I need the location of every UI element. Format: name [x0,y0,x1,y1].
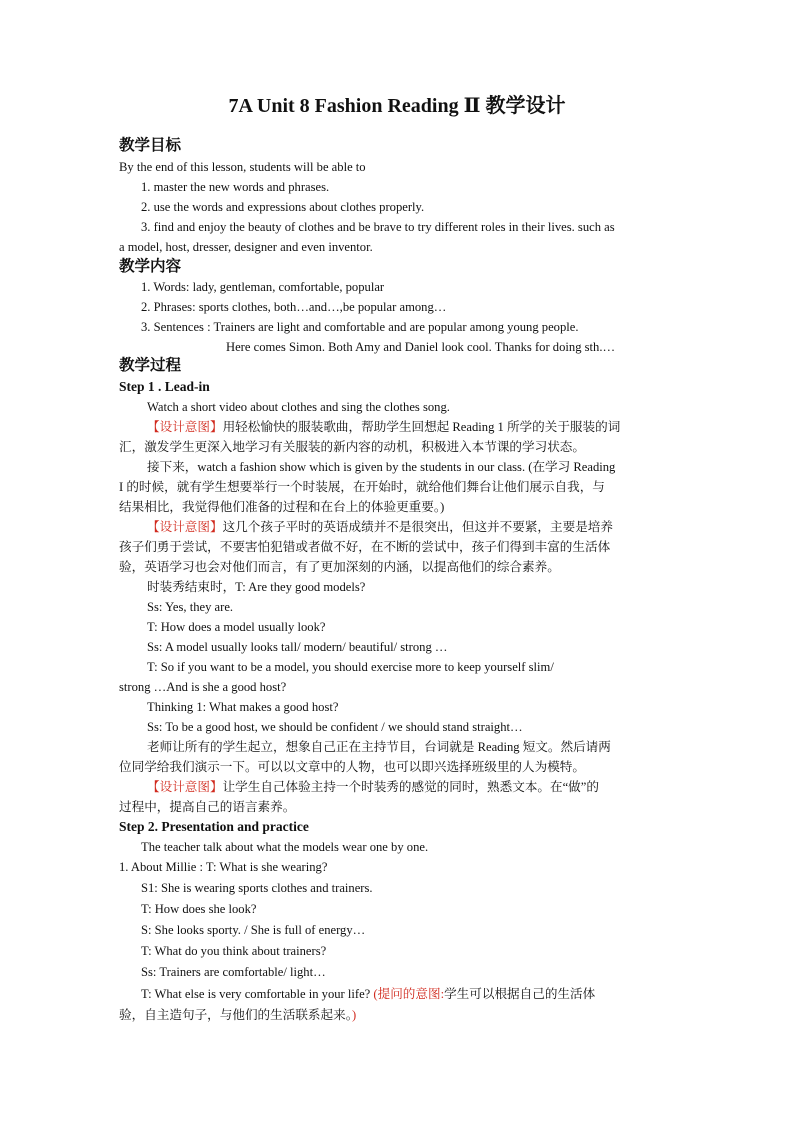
step1-intent1: 【设计意图】用轻松愉快的服装歌曲，帮助学生回想起 Reading 1 所学的关于服装的词 [147,420,621,434]
intent-tag: 【设计意图】 [147,420,223,434]
step1-next: 接下来，watch a fashion show which is given by the students in our class. (在学习 Reading [147,460,616,474]
step2-intro: The teacher talk about what the models wear one by one. [141,840,429,854]
dialogue-line-6: Thinking 1: What makes a good host? [147,700,339,714]
dialogue-line-4: Ss: A model usually looks tall/ modern/ beautiful/ strong … [147,640,448,654]
intent-tag: 【设计意图】 [147,520,223,534]
objective-item-2: 2. use the words and expressions about clothes properly. [141,200,425,214]
step1-intent3-cont: 过程中，提高自己的语言素养。 [119,800,296,814]
step1-intent2-cont2: 验，英语学习也会对他们而言，有了更加深刻的内涵，以提高他们的综合素养。 [119,560,560,574]
step1-intent1-cont: 汇，激发学生更深入地学习有关服装的新内容的动机，积极进入本节课的学习状态。 [119,440,585,454]
step1-intent3: 【设计意图】让学生自己体验主持一个时装秀的感觉的同时，熟悉文本。在“做”的 [147,780,599,794]
step1-intent2-cont1: 孩子们勇于尝试，不要害怕犯错或者做不好，在不断的尝试中，孩子们得到丰富的生活体 [119,540,611,554]
objectives-heading: 教学目标 [119,137,182,154]
step2-line-3: T: How does she look? [141,902,257,916]
step2-line-7: T: What else is very comfortable in your life? (提问的意图:学生可以根据自己的生活体 [141,987,596,1001]
step2-line-7-cont: 验，自主造句子，与他们的生活联系起来。) [119,1008,357,1022]
content-words: 1. Words: lady, gentleman, comfortable, popular [141,280,385,294]
intent-tag: 【设计意图】 [147,780,223,794]
page-title: 7A Unit 8 Fashion Reading Ⅱ 教学设计 [228,95,566,117]
objective-item-3-cont: a model, host, dresser, designer and even inventor. [119,240,373,254]
step1-activity: 老师让所有的学生起立，想象自己正在主持节目，台词就是 Reading 短文。然后请两 [147,740,611,754]
step1-next-cont1: I 的时候，就有学生想要举行一个时装展，在开始时，就给他们舞台让他们展示自我，与 [119,480,605,494]
step2-line-5: T: What do you think about trainers? [141,944,327,958]
step2-line-4: S: She looks sporty. / She is full of energy… [141,923,366,937]
content-sentences-cont: Here comes Simon. Both Amy and Daniel look cool. Thanks for doing sth.… [226,340,616,354]
dialogue-line-5-cont: strong …And is she a good host? [119,680,287,694]
dialogue-line-7: Ss: To be a good host, we should be confident / we should stand straight… [147,720,523,734]
step1-title: Step 1 . Lead-in [119,379,210,394]
content-sentences: 3. Sentences : Trainers are light and comfortable and are popular among young people. [141,320,579,334]
objective-item-3: 3. find and enjoy the beauty of clothes and be brave to try different roles in their lives. such as [141,220,615,234]
objectives-intro: By the end of this lesson, students will be able to [119,160,366,174]
content-phrases: 2. Phrases: sports clothes, both…and…,be popular among… [141,300,447,314]
step1-activity-cont: 位同学给我们演示一下。可以以文章中的人物，也可以即兴选择班级里的人为模特。 [119,760,585,774]
content-heading: 教学内容 [119,258,182,275]
process-heading: 教学过程 [119,357,182,374]
dialogue-line-2: Ss: Yes, they are. [147,600,234,614]
step2-line-1: 1. About Millie : T: What is she wearing? [119,860,328,874]
step2-line-2: S1: She is wearing sports clothes and trainers. [141,881,373,895]
dialogue-line-3: T: How does a model usually look? [147,620,326,634]
step2-title: Step 2. Presentation and practice [119,819,309,834]
step1-video: Watch a short video about clothes and sing the clothes song. [147,400,450,414]
dialogue-line-1: 时装秀结束时，T: Are they good models? [147,580,366,594]
step1-intent2: 【设计意图】这几个孩子平时的英语成绩并不是很突出，但这并不要紧，主要是培养 [147,520,613,534]
step1-next-cont2: 结果相比，我觉得他们准备的过程和在台上的体验更重要。) [119,500,445,514]
objective-item-1: 1. master the new words and phrases. [141,180,330,194]
question-intent-label: (提问的意图: [373,987,445,1001]
step2-line-6: Ss: Trainers are comfortable/ light… [141,965,326,979]
dialogue-line-5: T: So if you want to be a model, you should exercise more to keep yourself slim/ [147,660,554,674]
